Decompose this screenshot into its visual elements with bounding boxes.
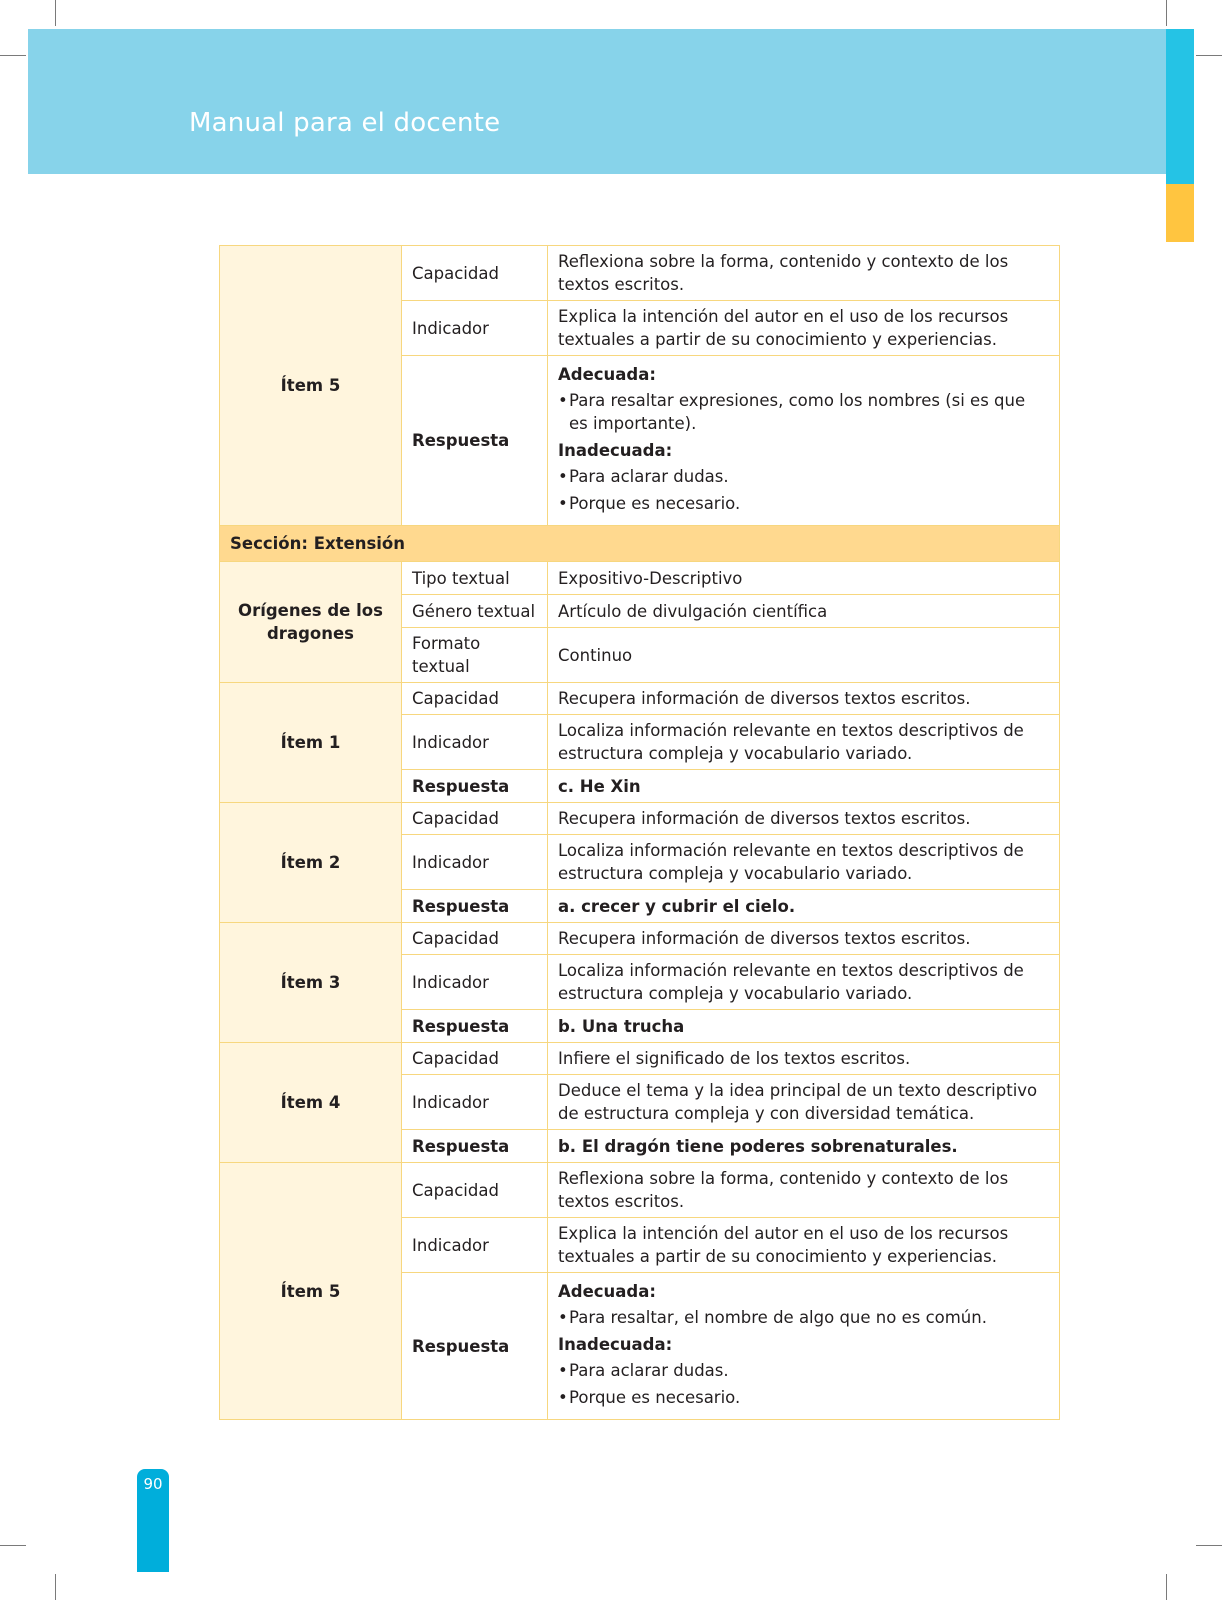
adecuada-heading: Adecuada: bbox=[558, 365, 656, 384]
respuesta-value: b. El dragón tiene poderes sobrenaturales. bbox=[548, 1130, 1060, 1163]
indicador-value: Deduce el tema y la idea principal de un texto descriptivo de estructura compleja y con diversidad temática. bbox=[548, 1075, 1060, 1130]
table-row bbox=[220, 562, 1060, 595]
list-item: • Para resaltar, el nombre de algo que no es común. bbox=[558, 1306, 1049, 1329]
adecuada-heading: Adecuada: bbox=[558, 1282, 656, 1301]
capacidad-value: Recupera información de diversos textos escritos. bbox=[548, 923, 1060, 955]
respuesta-label: Respuesta bbox=[402, 356, 548, 526]
item-cell: Ítem 5 bbox=[220, 246, 402, 526]
crop-mark bbox=[1166, 0, 1167, 26]
table-row bbox=[220, 923, 1060, 955]
formato-value: Continuo bbox=[548, 628, 1060, 683]
indicador-label: Indicador bbox=[402, 301, 548, 356]
table-row bbox=[220, 1043, 1060, 1075]
formato-label: Formato textual bbox=[402, 628, 548, 683]
capacidad-label: Capacidad bbox=[402, 803, 548, 835]
adecuada-text: Para resaltar, el nombre de algo que no es común. bbox=[569, 1308, 987, 1327]
indicador-label: Indicador bbox=[402, 715, 548, 770]
capacidad-label: Capacidad bbox=[402, 923, 548, 955]
respuesta-label: Respuesta bbox=[402, 770, 548, 803]
item-cell: Ítem 1 bbox=[220, 683, 402, 803]
crop-mark bbox=[1196, 55, 1222, 56]
respuesta-label: Respuesta bbox=[402, 1273, 548, 1420]
respuesta-label: Respuesta bbox=[402, 890, 548, 923]
list-item: • Porque es necesario. bbox=[558, 1386, 1049, 1409]
crop-mark bbox=[0, 1545, 26, 1546]
item-cell: Ítem 4 bbox=[220, 1043, 402, 1163]
inadecuada-text: Para aclarar dudas. bbox=[569, 467, 729, 486]
crop-mark bbox=[55, 1574, 56, 1600]
list-item: • Para resaltar expresiones, como los nombres (si es que es importante). bbox=[558, 389, 1049, 435]
page-header-title: Manual para el docente bbox=[189, 108, 501, 138]
indicador-label: Indicador bbox=[402, 1218, 548, 1273]
inadecuada-text: Para aclarar dudas. bbox=[569, 1361, 729, 1380]
capacidad-value: Recupera información de diversos textos escritos. bbox=[548, 683, 1060, 715]
indicador-value: Localiza información relevante en textos descriptivos de estructura compleja y vocabulario variado. bbox=[548, 715, 1060, 770]
indicador-value: Localiza información relevante en textos descriptivos de estructura compleja y vocabulario variado. bbox=[548, 955, 1060, 1010]
inadecuada-heading: Inadecuada: bbox=[558, 441, 673, 460]
capacidad-value: Reflexiona sobre la forma, contenido y contexto de los textos escritos. bbox=[548, 1163, 1060, 1218]
respuesta-value bbox=[548, 356, 1060, 526]
inadecuada-heading: Inadecuada: bbox=[558, 1335, 673, 1354]
header-band bbox=[28, 29, 1166, 174]
crop-mark bbox=[1196, 1545, 1222, 1546]
page-number: 90 bbox=[143, 1475, 163, 1493]
section-heading: Sección: Extensión bbox=[220, 526, 1060, 562]
evaluation-table bbox=[219, 245, 1060, 1420]
item-cell: Ítem 2 bbox=[220, 803, 402, 923]
section-row bbox=[220, 526, 1060, 562]
indicador-label: Indicador bbox=[402, 1075, 548, 1130]
inadecuada-text: Porque es necesario. bbox=[569, 1388, 741, 1407]
respuesta-label: Respuesta bbox=[402, 1130, 548, 1163]
capacidad-label: Capacidad bbox=[402, 1043, 548, 1075]
inadecuada-text: Porque es necesario. bbox=[569, 494, 741, 513]
respuesta-value: c. He Xin bbox=[548, 770, 1060, 803]
table-row bbox=[220, 803, 1060, 835]
adecuada-text: Para resaltar expresiones, como los nombres (si es que es importante). bbox=[569, 391, 1026, 433]
item-cell: Ítem 3 bbox=[220, 923, 402, 1043]
crop-mark bbox=[0, 55, 26, 56]
list-item: • Porque es necesario. bbox=[558, 492, 1049, 515]
capacidad-value: Infiere el significado de los textos escritos. bbox=[548, 1043, 1060, 1075]
indicador-label: Indicador bbox=[402, 955, 548, 1010]
capacidad-label: Capacidad bbox=[402, 1163, 548, 1218]
crop-mark bbox=[55, 0, 56, 26]
tipo-value: Expositivo-Descriptivo bbox=[548, 562, 1060, 595]
indicador-value: Explica la intención del autor en el uso de los recursos textuales a partir de su conocimiento y experiencias. bbox=[548, 301, 1060, 356]
table-row bbox=[220, 246, 1060, 301]
indicador-value: Localiza información relevante en textos descriptivos de estructura compleja y vocabulario variado. bbox=[548, 835, 1060, 890]
item-cell: Ítem 5 bbox=[220, 1163, 402, 1420]
list-item: • Para aclarar dudas. bbox=[558, 465, 1049, 488]
edge-tab-yellow bbox=[1166, 184, 1194, 242]
table-row bbox=[220, 683, 1060, 715]
genero-label: Género textual bbox=[402, 595, 548, 628]
capacidad-label: Capacidad bbox=[402, 246, 548, 301]
capacidad-value: Recupera información de diversos textos escritos. bbox=[548, 803, 1060, 835]
capacidad-label: Capacidad bbox=[402, 683, 548, 715]
capacidad-value: Reflexiona sobre la forma, contenido y contexto de los textos escritos. bbox=[548, 246, 1060, 301]
respuesta-value bbox=[548, 1273, 1060, 1420]
list-item: • Para aclarar dudas. bbox=[558, 1359, 1049, 1382]
text-title-cell: Orígenes de los dragones bbox=[220, 562, 402, 683]
table-row bbox=[220, 1163, 1060, 1218]
crop-mark bbox=[1166, 1574, 1167, 1600]
respuesta-value: b. Una trucha bbox=[548, 1010, 1060, 1043]
genero-value: Artículo de divulgación científica bbox=[548, 595, 1060, 628]
tipo-label: Tipo textual bbox=[402, 562, 548, 595]
indicador-label: Indicador bbox=[402, 835, 548, 890]
respuesta-value: a. crecer y cubrir el cielo. bbox=[548, 890, 1060, 923]
indicador-value: Explica la intención del autor en el uso de los recursos textuales a partir de su conocimiento y experiencias. bbox=[548, 1218, 1060, 1273]
respuesta-label: Respuesta bbox=[402, 1010, 548, 1043]
edge-tab-cyan bbox=[1166, 29, 1194, 184]
